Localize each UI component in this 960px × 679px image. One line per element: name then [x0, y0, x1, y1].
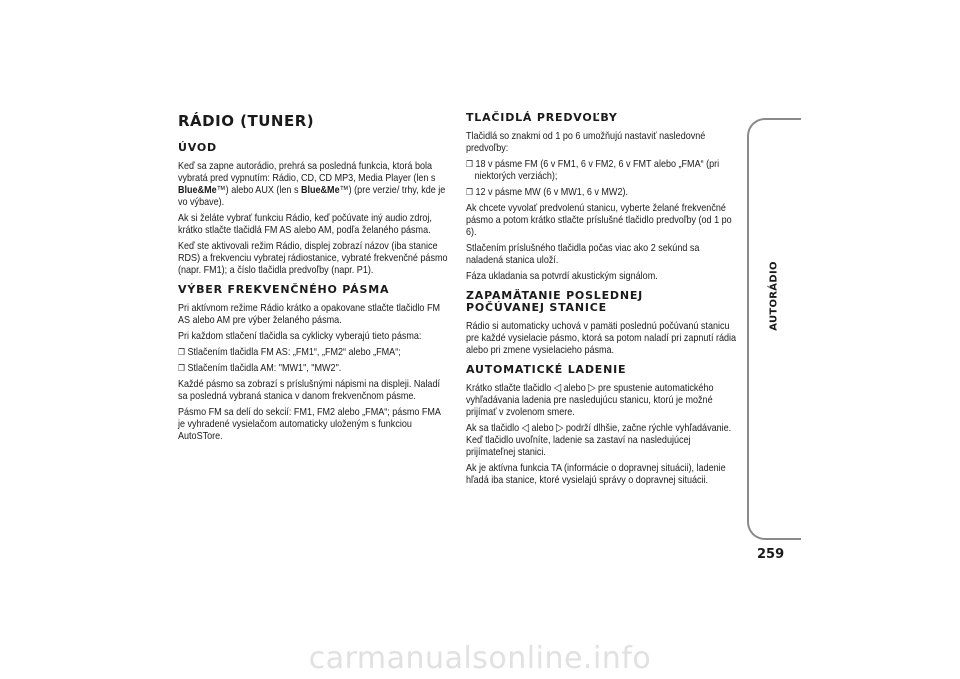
bullet-fm-presets: ❒ 18 v pásme FM (6 v FM1, 6 v FM2, 6 v FMT alebo „FMA“ (pri niektorých verziách); [466, 158, 720, 182]
checkbox-bullet-icon: ❒ [178, 347, 185, 357]
paragraph-recall-preset: Ak chcete vyvolať predvolenú stanicu, vyberte želané frekvenčné pásmo a potom krátko stlačte príslušné tlačidlo predvoľby (od 1 po 6). [466, 202, 732, 238]
paragraph-preset-intro: Tlačidlá so znakmi od 1 po 6 umožňujú nastaviť nasledovné predvoľby: [466, 130, 706, 154]
bullet-am: ❒ Stlačením tlačidla AM: "MW1", "MW2". [178, 362, 342, 374]
paragraph-band-display: Každé pásmo sa zobrazí s príslušnými nápismi na displeji. Naladí sa posledná vybraná stanica v danom frekvenčnom pásme. [178, 378, 440, 402]
paragraph-last-station: Rádio si automaticky uchová v pamäti poslednú počúvanú stanicu pre každé vysielacie pásmo, ktorá sa potom naladí pri zapnutí rádia alebo pri zmene vysielacieho pásma. [466, 320, 737, 356]
paragraph-display-info: Keď ste aktivovali režim Rádio, displej zobrazí názov (iba stanice RDS) a frekvenciu vybratej rádiostanice, vybraté frekvenčné pásmo (napr. FM1); a číslo tlačidla predvoľby (napr. P1). [178, 240, 448, 276]
bullet-mw-presets: ❒ 12 v pásme MW (6 v MW1, 6 v MW2). [466, 186, 628, 198]
checkbox-bullet-icon: ❒ [466, 187, 473, 197]
checkbox-bullet-icon: ❒ [178, 363, 185, 373]
paragraph-intro: Keď sa zapne autorádio, prehrá sa posledná funkcia, ktorá bola vybratá pred vypnutím: Rádio, CD, CD MP3, Media Player (len s Blue&Me™) alebo AUX (len s Blue&Me™) (pre verzie/ trhy, kde je vo výbave). [178, 160, 446, 208]
right-column [466, 112, 736, 490]
seek-left-icon: ◁ [553, 381, 562, 394]
checkbox-bullet-icon: ❒ [466, 159, 473, 169]
heading-intro: ÚVOD [178, 141, 217, 154]
chapter-label: AUTORÁDIO [768, 261, 780, 331]
brand-blueme: Blue&Me [178, 184, 217, 196]
seek-right-icon: ▷ [556, 421, 564, 434]
left-column [178, 112, 448, 446]
paragraph-store-preset: Stlačením príslušného tlačidla počas viac ako 2 sekúnd sa naladená stanica uloží. [466, 242, 700, 266]
seek-right-icon: ▷ [588, 381, 596, 394]
paragraph-acoustic-signal: Fáza ukladania sa potvrdí akustickým signálom. [466, 270, 658, 282]
paragraph-band-press: Pri aktívnom režime Rádio krátko a opakovane stlačte tlačidlo FM AS alebo AM pre výber želaného pásma. [178, 302, 440, 326]
brand-blueme: Blue&Me [300, 184, 340, 196]
seek-left-icon: ◁ [521, 421, 529, 434]
paragraph-fast-seek: Ak sa tlačidlo ◁ alebo ▷ podrží dlhšie, začne rýchle vyhľadávanie. Keď tlačidlo uvoľníte, ladenie sa zastaví na nasledujúcej prijímateľnej stanici. [466, 421, 732, 458]
paragraph-fm-sections: Pásmo FM sa delí do sekcií: FM1, FM2 alebo „FMA“; pásmo FMA je vyhradené vysielačom automaticky uloženým s funkciou AutoSTore. [178, 406, 441, 442]
paragraph-traffic-info: Ak je aktívna funkcia TA (informácie o dopravnej situácii), ladenie hľadá iba stanice, ktoré vysielajú správy o dopravnej situácii. [466, 462, 726, 486]
watermark: carmanualsonline.info [308, 641, 652, 676]
paragraph-select-radio: Ak si želáte vybrať funkciu Rádio, keď počúvate iný audio zdroj, krátko stlačte tlačidlá FM AS alebo AM, podľa želaného pásma. [178, 212, 432, 236]
page-number: 259 [757, 547, 785, 562]
heading-band-selection: VÝBER FREKVENČNÉHO PÁSMA [178, 283, 390, 296]
page-title: RÁDIO (TUNER) [178, 112, 315, 130]
paragraph-auto-seek: Krátko stlačte tlačidlo ◁ alebo ▷ pre spustenie automatického vyhľadávania ladenia pre nasledujúcu stanicu, ktorú je možné prijímať v zvolenom smere. [466, 381, 714, 418]
paragraph-band-cycle: Pri každom stlačení tlačidla sa cyklicky vyberajú tieto pásma: [178, 330, 422, 342]
bullet-fm-as: ❒ Stlačením tlačidla FM AS: „FM1“, „FM2“ alebo „FMA“; [178, 346, 401, 358]
heading-preset-buttons: TLAČIDLÁ PREDVOĽBY [466, 111, 618, 124]
heading-last-station: ZAPAMÄTANIE POSLEDNEJ POČÚVANEJ STANICE [466, 289, 644, 314]
heading-auto-tuning: AUTOMATICKÉ LADENIE [466, 363, 627, 376]
